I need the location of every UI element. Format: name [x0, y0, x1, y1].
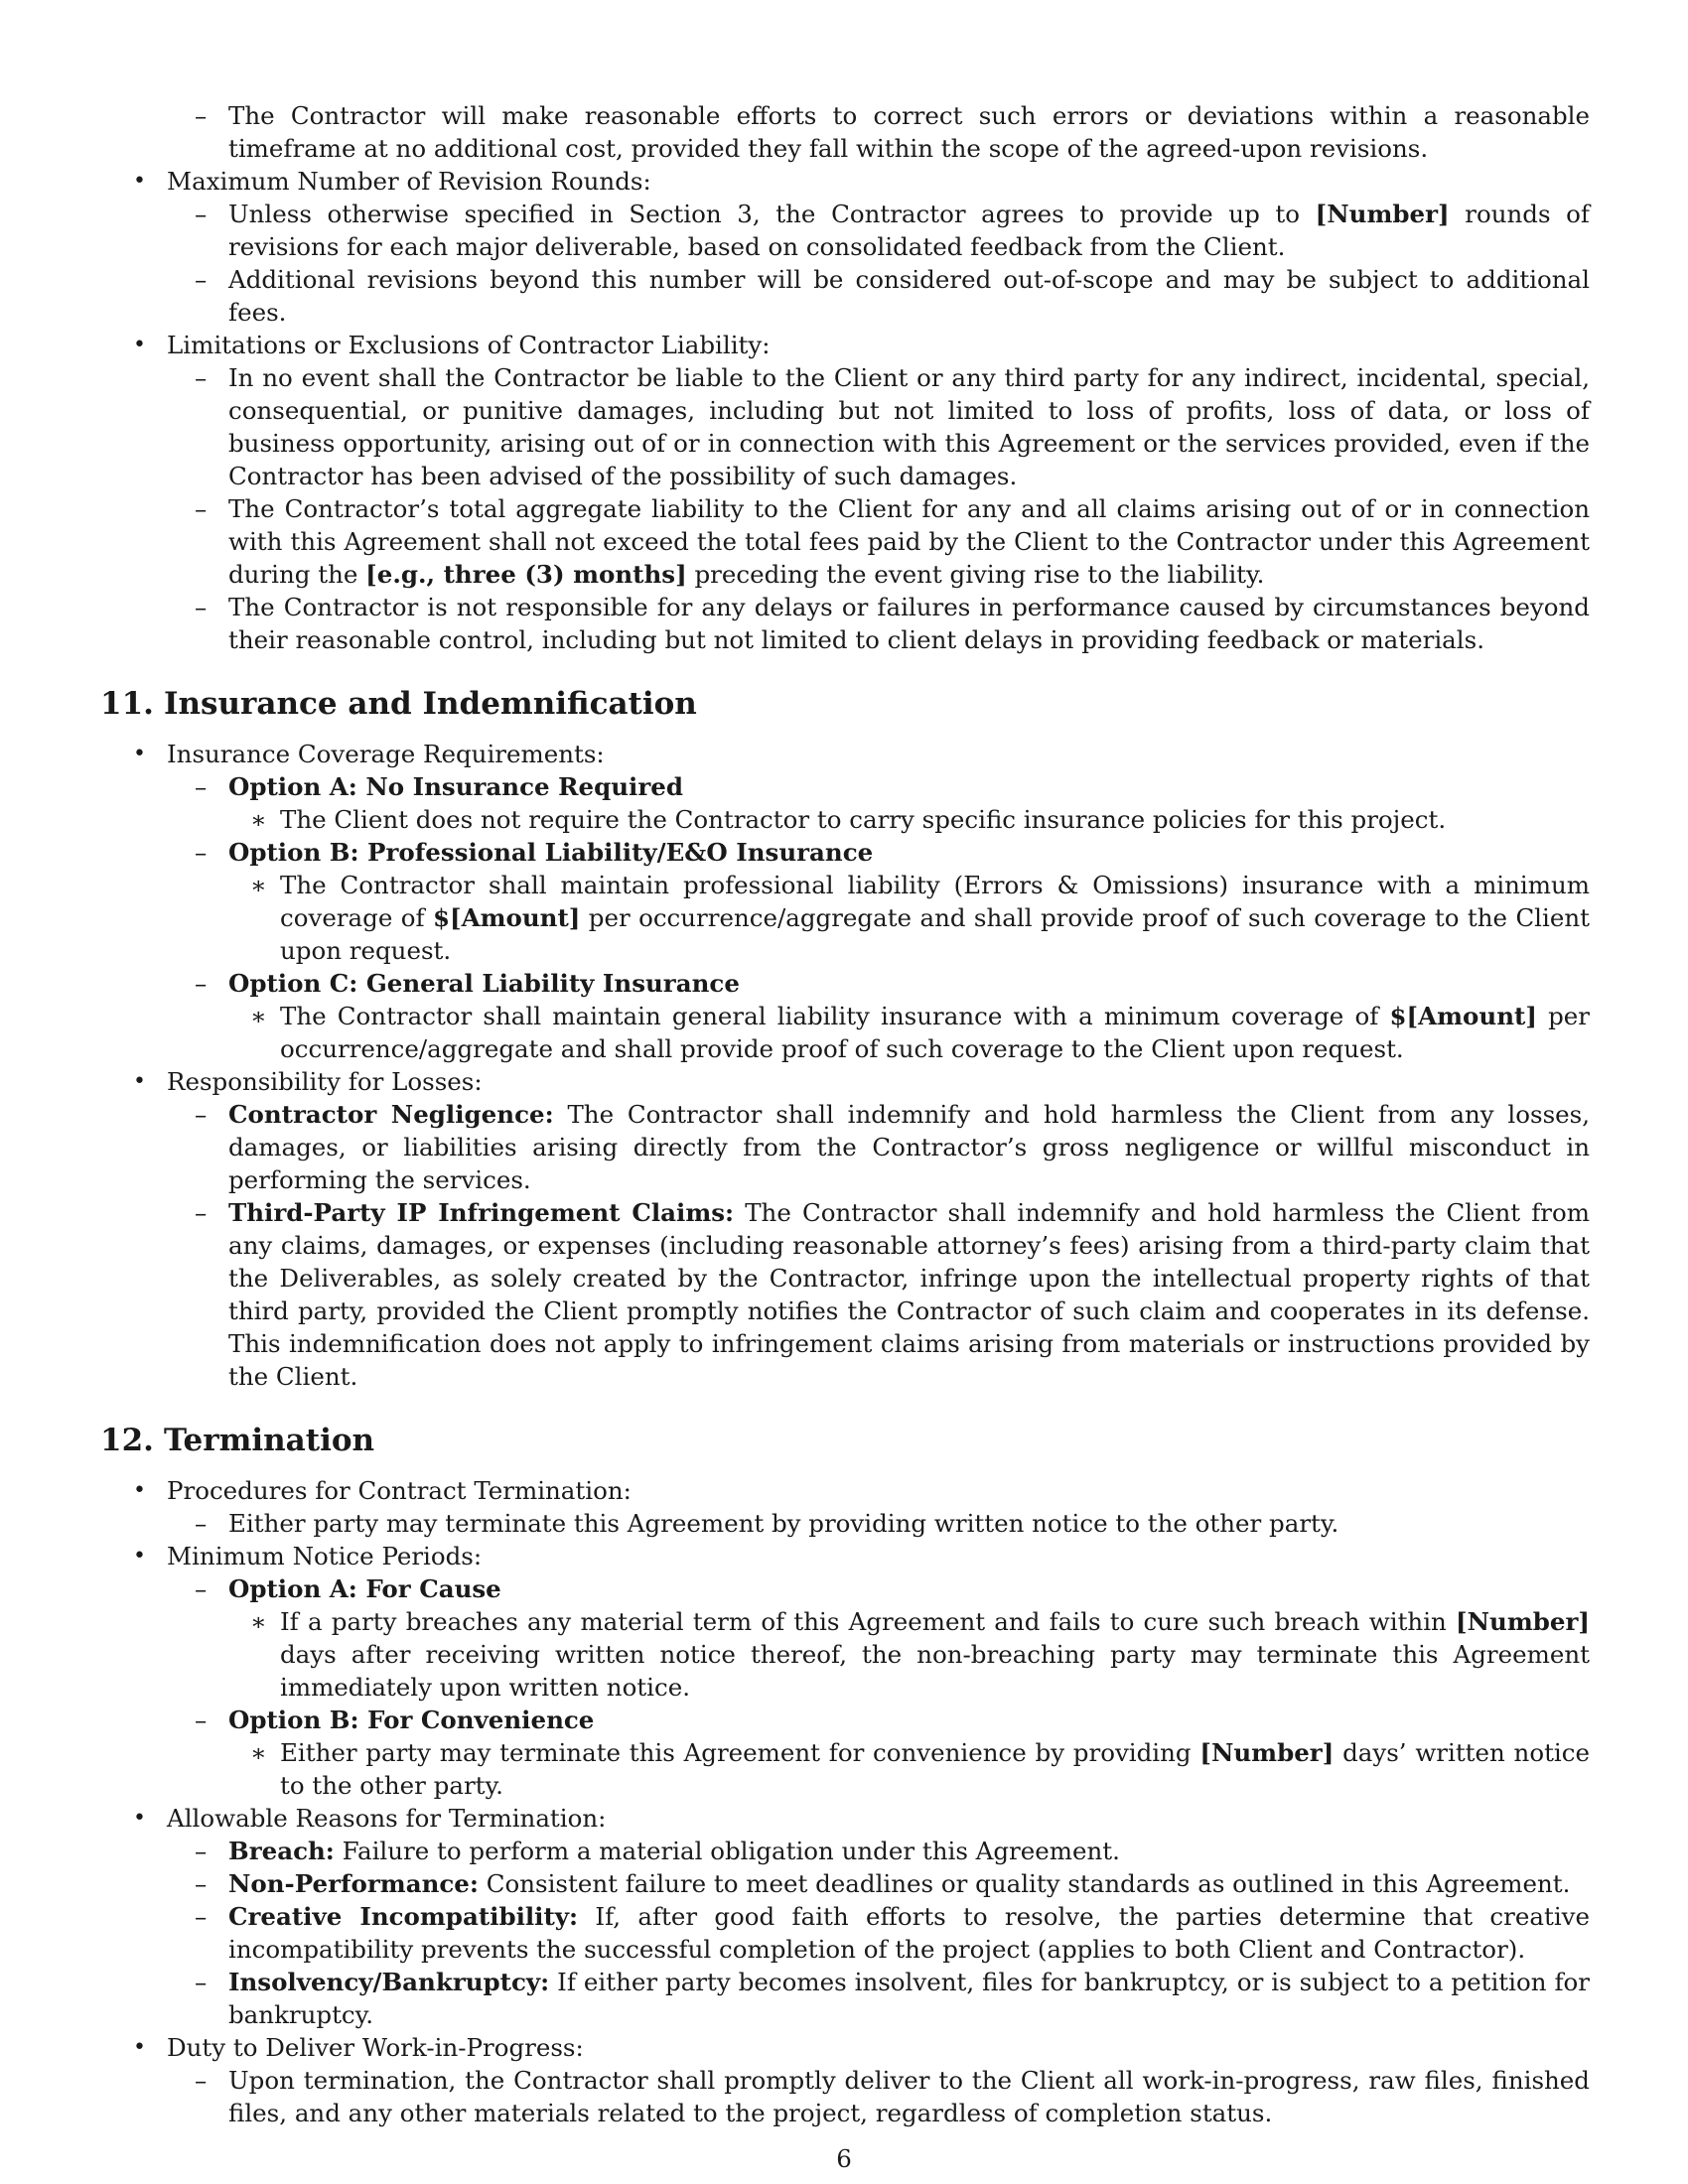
list-item-text: Consistent failure to meet deadlines or quality standards as outlined in this Agreement. [478, 1869, 1571, 1898]
list-item-text: days’ written notice to the other party. [280, 1738, 1590, 1800]
option-label: Option B: Professional Liability/E&O Insurance [228, 838, 874, 867]
list-item-text: If a party breaches any material term of this Agreement and fails to cure such breach within [280, 1607, 1457, 1636]
list-item-text: per occurrence/aggregate and shall provide proof of such coverage to the Client upon request. [280, 1002, 1591, 1063]
list-item [133, 738, 1590, 770]
bullet-marker: • [133, 1806, 146, 1831]
dash-marker: – [195, 1509, 208, 1538]
placeholder-duration: [e.g., three (3) months] [365, 560, 687, 589]
star-marker: ∗ [250, 1738, 267, 1767]
list-item [195, 361, 1590, 492]
list-item-text: Additional revisions beyond this number will be considered out-of-scope and may be subject to additional fees. [228, 265, 1590, 327]
placeholder-number: [Number] [1199, 1738, 1335, 1767]
list-item [195, 1966, 1590, 2031]
term-label: Contractor Negligence: [228, 1100, 554, 1129]
list-item [195, 836, 1590, 869]
list-item-text: preceding the event giving rise to the liability. [686, 560, 1265, 589]
section-title: Termination [164, 1423, 375, 1458]
list-item [195, 1835, 1590, 1867]
list-item-text: The Contractor’s total aggregate liability to the Client for any and all claims arising out of or in connection with this Agreement shall not exceed the total fees paid by the Client to the Contractor under this Agreement during the [228, 494, 1590, 589]
list-item-text: Minimum Notice Periods: [167, 1542, 483, 1570]
placeholder-amount: $[Amount] [1389, 1002, 1537, 1030]
dash-marker: – [195, 200, 208, 228]
bullet-marker: • [133, 742, 146, 766]
section-number: 11. [100, 686, 154, 722]
list-item-text: Unless otherwise specified in Section 3, the Contractor agrees to provide up to [228, 200, 1316, 228]
dash-marker: – [195, 1902, 208, 1931]
list-item [195, 770, 1590, 803]
bullet-marker: • [133, 333, 146, 357]
placeholder-number: [Number] [1315, 200, 1450, 228]
list-item-text: Duty to Deliver Work-in-Progress: [167, 2033, 584, 2062]
dash-marker: – [195, 101, 208, 130]
bullet-marker: • [133, 2035, 146, 2060]
star-marker: ∗ [250, 1002, 267, 1030]
list-item-text: Limitations or Exclusions of Contractor Liability: [167, 331, 771, 359]
list-item [195, 198, 1590, 263]
list-item-text: If, after good faith efforts to resolve, the parties determine that creative incompatibility prevents the successful completion of the project (applies to both Client and Contractor). [228, 1902, 1590, 1964]
bullet-marker: • [133, 1478, 146, 1503]
list-item-text: The Contractor will make reasonable efforts to correct such errors or deviations within a reasonable timeframe at no additional cost, provided they fall within the scope of the agreed-upon revisions. [228, 101, 1590, 163]
list-item-text: Insurance Coverage Requirements: [167, 740, 605, 768]
list-item [195, 1572, 1590, 1605]
term-label: Non-Performance: [228, 1869, 479, 1898]
list-item [133, 1540, 1590, 1572]
list-item [133, 1474, 1590, 1507]
option-label: Option A: For Cause [228, 1574, 501, 1603]
option-label: Option C: General Liability Insurance [228, 969, 740, 998]
dash-marker: – [195, 1869, 208, 1898]
option-label: Option A: No Insurance Required [228, 772, 683, 801]
section-heading-11 [100, 684, 1688, 724]
list-item [133, 329, 1590, 361]
list-item [133, 2031, 1590, 2064]
list-item [133, 1065, 1590, 1098]
list-item [250, 1605, 1590, 1704]
list-item-text: In no event shall the Contractor be liable to the Client or any third party for any indirect, incidental, special, consequential, or punitive damages, including but not limited to loss of profits, loss of data, or loss of business opportunity, arising out of or in connection with this Agreement or the services provided, even if the Contractor has been advised of the possibility of such damages. [228, 363, 1590, 490]
list-item [195, 263, 1590, 329]
dash-marker: – [195, 494, 208, 523]
bullet-marker: • [133, 169, 146, 194]
placeholder-number: [Number] [1456, 1607, 1590, 1636]
list-item [195, 1507, 1590, 1540]
star-marker: ∗ [250, 805, 267, 834]
list-item-text: The Contractor shall maintain professional liability (Errors & Omissions) insurance with a minimum coverage of [280, 871, 1590, 932]
list-item-text: rounds of revisions for each major deliverable, based on consolidated feedback from the Client. [228, 200, 1590, 261]
dash-marker: – [195, 363, 208, 392]
dash-marker: – [195, 1198, 208, 1227]
star-marker: ∗ [250, 1607, 267, 1636]
list-item-text: The Contractor is not responsible for any delays or failures in performance caused by circumstances beyond their reasonable control, including but not limited to client delays in providing feedback or materials. [228, 593, 1590, 654]
section-title: Insurance and Indemnification [164, 686, 697, 722]
dash-marker: – [195, 1100, 208, 1129]
bullet-marker: • [133, 1544, 146, 1569]
list-item [133, 165, 1590, 198]
term-label: Creative Incompatibility: [228, 1902, 579, 1931]
placeholder-amount: $[Amount] [432, 903, 581, 932]
option-label: Option B: For Convenience [228, 1706, 595, 1734]
list-item-text: The Client does not require the Contractor to carry specific insurance policies for this project. [280, 805, 1447, 834]
dash-marker: – [195, 593, 208, 621]
list-item-text: per occurrence/aggregate and shall provide proof of such coverage to the Client upon request. [280, 903, 1590, 965]
term-label: Third-Party IP Infringement Claims: [228, 1198, 735, 1227]
star-marker: ∗ [250, 871, 267, 899]
list-item-text: The Contractor shall indemnify and hold harmless the Client from any claims, damages, or expenses (including reasonable attorney’s fees) arising from a third-party claim that the Deliverables, as solely created by the Contractor, infringe upon the intellectual property rights of that third party, provided the Client promptly notifies the Contractor of such claim and cooperates in its defense. This indemnification does not apply to infringement claims arising from materials or instructions provided by the Client. [228, 1198, 1590, 1391]
list-item [133, 1802, 1590, 1835]
list-item-text: Responsibility for Losses: [167, 1067, 483, 1096]
dash-marker: – [195, 772, 208, 801]
list-item-text: Procedures for Contract Termination: [167, 1476, 632, 1505]
term-label: Breach: [228, 1837, 335, 1865]
list-item [250, 869, 1590, 967]
dash-marker: – [195, 1574, 208, 1603]
list-item [195, 967, 1590, 1000]
list-item [195, 1867, 1590, 1900]
list-item-text: The Contractor shall maintain general liability insurance with a minimum coverage of [280, 1002, 1390, 1030]
list-item [195, 1098, 1590, 1196]
term-label: Insolvency/Bankruptcy: [228, 1968, 550, 1996]
list-item-text: Upon termination, the Contractor shall promptly deliver to the Client all work-in-progress, raw files, finished files, and any other materials related to the project, regardless of completion status. [228, 2066, 1590, 2127]
dash-marker: – [195, 1837, 208, 1865]
section-heading-12 [100, 1421, 1688, 1460]
list-item [195, 99, 1590, 165]
list-item-text: If either party becomes insolvent, files for bankruptcy, or is subject to a petition for bankruptcy. [228, 1968, 1590, 2029]
list-item [195, 492, 1590, 591]
dash-marker: – [195, 838, 208, 867]
dash-marker: – [195, 2066, 208, 2095]
list-item [195, 1900, 1590, 1966]
list-item [195, 2064, 1590, 2129]
list-item-text: Allowable Reasons for Termination: [167, 1804, 607, 1833]
list-item-text: Either party may terminate this Agreement for convenience by providing [280, 1738, 1200, 1767]
list-item [195, 1704, 1590, 1736]
list-item [250, 1736, 1590, 1802]
list-item-text: days after receiving written notice thereof, the non-breaching party may terminate this Agreement immediately upon written notice. [280, 1640, 1590, 1702]
list-item-text: Failure to perform a material obligation under this Agreement. [334, 1837, 1120, 1865]
dash-marker: – [195, 1968, 208, 1996]
section-number: 12. [100, 1423, 154, 1458]
list-item-text: Either party may terminate this Agreement by providing written notice to the other party. [228, 1509, 1339, 1538]
list-item [250, 1000, 1591, 1065]
list-item [195, 591, 1590, 656]
bullet-marker: • [133, 1069, 146, 1094]
list-item-text: The Contractor shall indemnify and hold harmless the Client from any losses, damages, or liabilities arising directly from the Contractor’s gross negligence or willful misconduct in performing the services. [228, 1100, 1590, 1194]
list-item-text: Maximum Number of Revision Rounds: [167, 167, 651, 196]
page-number: 6 [836, 2144, 852, 2173]
dash-marker: – [195, 969, 208, 998]
list-item [195, 1196, 1590, 1393]
dash-marker: – [195, 1706, 208, 1734]
dash-marker: – [195, 265, 208, 294]
list-item [250, 803, 1590, 836]
